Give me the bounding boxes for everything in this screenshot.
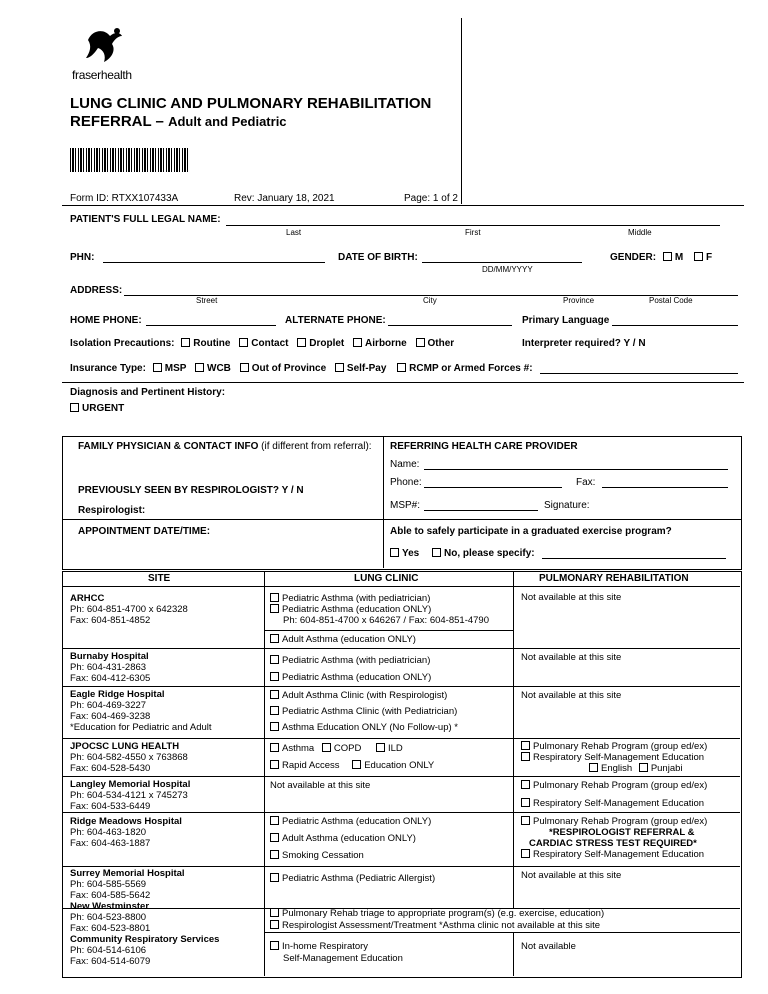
option-label: Pulmonary Rehab Program (group ed/ex) — [533, 780, 708, 791]
checkbox[interactable] — [589, 763, 598, 772]
form-id: Form ID: RTXX107433A — [70, 193, 179, 204]
appointment-label: APPOINTMENT DATE/TIME: — [78, 526, 211, 537]
option-label: Respirologist Assessment/Treatment *Asthma clinic not available at this site — [282, 920, 601, 931]
ridge-note1: *RESPIROLOGIST REFERRAL & — [549, 827, 695, 838]
checkbox[interactable] — [270, 706, 279, 715]
ref-msp-label: MSP#: — [390, 500, 421, 511]
exercise-yes-checkbox[interactable] — [390, 548, 399, 557]
urgent-row — [70, 403, 124, 415]
arhcc-contact: Ph: 604-851-4700 x 646267 / Fax: 604-851-4790 — [283, 615, 489, 626]
iso-routine-checkbox[interactable] — [181, 338, 190, 347]
rehab-langley — [521, 780, 707, 809]
site-jpocsc — [70, 741, 188, 774]
option-label: Pediatric Asthma (education ONLY) — [282, 816, 432, 827]
patient-name-field[interactable] — [226, 225, 720, 226]
lung-eagle — [270, 690, 458, 733]
option-label: Pediatric Asthma Clinic (with Pediatrician) — [282, 706, 458, 717]
option-label: Pulmonary Rehab Program (group ed/ex) — [533, 816, 708, 827]
checkbox[interactable] — [270, 722, 279, 731]
site-phone: Ph: 604-534-4121 x 745273 — [70, 790, 188, 801]
site-fax: Fax: 604-533-6449 — [70, 801, 151, 812]
checkbox[interactable] — [521, 780, 530, 789]
site-fax: Fax: 604-469-3238 — [70, 711, 151, 722]
urgent-label: URGENT — [82, 403, 125, 414]
header-lung-clinic: LUNG CLINIC — [354, 573, 419, 584]
rehab-burnaby-na: Not available at this site — [521, 652, 622, 663]
site-phone: Ph: 604-582-4550 x 763868 — [70, 752, 188, 763]
ins-rcmp-label: RCMP or Armed Forces #: — [409, 363, 533, 374]
lung-langley-na: Not available at this site — [270, 780, 371, 791]
ref-phone-label: Phone: — [390, 477, 422, 488]
site-name: Ridge Meadows Hospital — [70, 816, 182, 827]
iso-routine-label: Routine — [193, 338, 231, 349]
isolation-label: Isolation Precautions: — [70, 338, 175, 349]
gender-m-label: M — [674, 252, 684, 263]
site-name: New Westminster — [70, 901, 150, 912]
ref-fax-label: Fax: — [576, 477, 596, 488]
gender-f-checkbox[interactable] — [694, 252, 703, 261]
ref-signature-label: Signature: — [544, 500, 590, 511]
family-rest: (if different from referral): — [261, 441, 372, 452]
isolation-row — [70, 338, 454, 350]
fraserhealth-logo — [70, 28, 140, 84]
site-fax: Fax: 604-514-6079 — [70, 956, 151, 967]
urgent-checkbox[interactable] — [70, 403, 79, 412]
exercise-options — [390, 548, 535, 560]
ins-oop-label: Out of Province — [251, 363, 327, 374]
site-phone: Ph: 604-469-3227 — [70, 700, 147, 711]
option-label: English — [601, 763, 633, 774]
iso-other-label: Other — [427, 338, 455, 349]
site-phone: Ph: 604-463-1820 — [70, 827, 147, 838]
iso-droplet-label: Droplet — [309, 338, 345, 349]
site-fax: Fax: 604-585-5642 — [70, 890, 151, 901]
iso-contact-checkbox[interactable] — [239, 338, 248, 347]
ins-oop-checkbox[interactable] — [240, 363, 249, 372]
first-caption: First — [465, 228, 481, 237]
rehab-ridge — [521, 816, 707, 860]
site-name: JPOCSC LUNG HEALTH — [70, 741, 180, 752]
subtitle-bold: REFERRAL – — [70, 113, 164, 130]
site-name: Langley Memorial Hospital — [70, 779, 191, 790]
home-phone-label: HOME PHONE: — [70, 315, 142, 326]
checkbox[interactable] — [639, 763, 648, 772]
home-phone-field[interactable] — [146, 325, 276, 326]
postal-caption: Postal Code — [649, 296, 693, 305]
patient-name-label: PATIENT'S FULL LEGAL NAME: — [70, 214, 221, 225]
checkbox[interactable] — [270, 743, 279, 752]
address-label: ADDRESS: — [70, 285, 123, 296]
exercise-no-checkbox[interactable] — [432, 548, 441, 557]
site-fax: Fax: 604-523-8801 — [70, 923, 151, 934]
gender-label: GENDER: — [610, 252, 657, 263]
site-fax: Fax: 604-851-4852 — [70, 615, 151, 626]
dob-format: DD/MM/YYYY — [482, 265, 533, 274]
checkbox[interactable] — [521, 816, 530, 825]
checkbox[interactable] — [270, 672, 279, 681]
city-caption: City — [423, 296, 437, 305]
site-arhcc — [70, 593, 188, 626]
barcode — [70, 148, 188, 172]
lung-arhcc-adult — [270, 634, 416, 645]
rcmp-field[interactable] — [540, 373, 738, 374]
dob-field[interactable] — [422, 262, 582, 263]
checkbox[interactable] — [270, 760, 279, 769]
checkbox[interactable] — [270, 873, 279, 882]
iso-droplet-checkbox[interactable] — [297, 338, 306, 347]
option-label: Rapid Access — [282, 760, 340, 771]
site-fax: Fax: 604-412-6305 — [70, 673, 151, 684]
option-label: Pediatric Asthma (with pediatrician) — [282, 655, 431, 666]
ridge-note2: CARDIAC STRESS TEST REQUIRED* — [529, 838, 697, 849]
checkbox[interactable] — [270, 816, 279, 825]
insurance-row — [70, 363, 533, 375]
rehab-eagle-na: Not available at this site — [521, 690, 622, 701]
exercise-yes-label: Yes — [402, 548, 420, 559]
alt-phone-field[interactable] — [388, 325, 512, 326]
gender-group — [610, 252, 712, 264]
iso-airborne-label: Airborne — [365, 338, 407, 349]
logo-text: fraserhealth — [72, 68, 132, 82]
option-label: Smoking Cessation — [282, 850, 364, 861]
site-phone: Ph: 604-585-5569 — [70, 879, 147, 890]
rehab-jpocsc — [521, 741, 707, 774]
street-caption: Street — [196, 296, 218, 305]
option-label: Pediatric Asthma (Pediatric Allergist) — [282, 873, 436, 884]
checkbox[interactable] — [352, 760, 361, 769]
option-label: Pulmonary Rehab triage to appropriate program(s) (e.g. exercise, education) — [282, 908, 605, 919]
ref-phone-field[interactable] — [424, 487, 562, 488]
option-label: Punjabi — [650, 763, 683, 774]
fraserhealth-logo-icon — [82, 28, 126, 66]
form-page: Page: 1 of 2 — [404, 193, 458, 204]
subtitle-rest: Adult and Pediatric — [168, 114, 287, 129]
rehab-community-na: Not available — [521, 941, 576, 952]
referring-label: REFERRING HEALTH CARE PROVIDER — [390, 441, 578, 452]
site-burnaby — [70, 651, 150, 684]
site-name: Eagle Ridge Hospital — [70, 689, 165, 700]
site-fax: Fax: 604-528-5430 — [70, 763, 151, 774]
primary-language-field[interactable] — [612, 325, 738, 326]
family-bold: FAMILY PHYSICIAN & CONTACT INFO — [78, 441, 259, 452]
option-label: Respiratory Self-Management Education — [533, 752, 705, 763]
lung-community — [270, 941, 403, 964]
respirologist-label: Respirologist: — [78, 505, 146, 516]
ref-msp-field[interactable] — [424, 510, 538, 511]
option-label: Asthma Education ONLY (No Follow-up) * — [282, 722, 459, 733]
header-pulmonary-rehab: PULMONARY REHABILITATION — [539, 573, 689, 584]
form-rev: Rev: January 18, 2021 — [234, 193, 335, 204]
option-label: Pulmonary Rehab Program (group ed/ex) — [533, 741, 708, 752]
checkbox[interactable] — [521, 752, 530, 761]
option-label: Respiratory Self-Management Education — [533, 849, 705, 860]
rehab-arhcc-na: Not available at this site — [521, 592, 622, 603]
ref-name-label: Name: — [390, 459, 420, 470]
rehab-surrey-na: Not available at this site — [521, 870, 622, 881]
lung-burnaby — [270, 655, 431, 683]
site-phone: Ph: 604-523-8800 — [70, 912, 147, 923]
checkbox[interactable] — [270, 634, 279, 643]
phn-label: PHN: — [70, 252, 95, 263]
middle-caption: Middle — [628, 228, 652, 237]
option-label: Respiratory Self-Management Education — [533, 798, 705, 809]
phn-field[interactable] — [103, 262, 325, 263]
checkbox[interactable] — [376, 743, 385, 752]
option-label: Pediatric Asthma (education ONLY) — [282, 672, 432, 683]
option-label: Pediatric Asthma (with pediatrician) — [282, 593, 431, 604]
option-label: COPD — [333, 743, 362, 754]
community-line2: Self-Management Education — [283, 953, 403, 964]
province-caption: Province — [563, 296, 595, 305]
exercise-specify-field[interactable] — [542, 558, 726, 559]
ins-rcmp-checkbox[interactable] — [397, 363, 406, 372]
ins-selfpay-checkbox[interactable] — [335, 363, 344, 372]
checkbox[interactable] — [270, 655, 279, 664]
family-physician-label — [78, 441, 372, 453]
site-phone: Ph: 604-851-4700 x 642328 — [70, 604, 188, 615]
gender-m-checkbox[interactable] — [663, 252, 672, 261]
checkbox[interactable] — [322, 743, 331, 752]
checkbox[interactable] — [270, 833, 279, 842]
option-label: Adult Asthma (education ONLY) — [282, 634, 416, 645]
site-fax: Fax: 604-463-1887 — [70, 838, 151, 849]
site-langley — [70, 779, 190, 812]
lung-ridge — [270, 816, 431, 861]
site-eagle-ridge — [70, 689, 212, 733]
checkbox[interactable] — [270, 850, 279, 859]
alt-phone-label: ALTERNATE PHONE: — [285, 315, 386, 326]
last-caption: Last — [286, 228, 302, 237]
site-ridge-meadows — [70, 816, 182, 849]
lung-surrey — [270, 873, 435, 884]
site-name: Surrey Memorial Hospital — [70, 868, 185, 879]
checkbox[interactable] — [521, 849, 530, 858]
iso-airborne-checkbox[interactable] — [353, 338, 362, 347]
option-label: Adult Asthma Clinic (with Respirologist) — [282, 690, 448, 701]
form-title: LUNG CLINIC AND PULMONARY REHABILITATION — [70, 95, 432, 112]
form-subtitle — [70, 113, 287, 131]
checkbox[interactable] — [270, 690, 279, 699]
ref-fax-field[interactable] — [602, 487, 728, 488]
site-name: Burnaby Hospital — [70, 651, 149, 662]
checkbox[interactable] — [270, 908, 279, 917]
checkbox[interactable] — [270, 920, 279, 929]
site-phone: Ph: 604-431-2863 — [70, 662, 147, 673]
ins-wcb-label: WCB — [207, 363, 231, 374]
site-name: Community Respiratory Services — [70, 934, 220, 945]
lung-arhcc — [270, 593, 489, 626]
diagnosis-label: Diagnosis and Pertinent History: — [70, 387, 226, 398]
iso-other-checkbox[interactable] — [416, 338, 425, 347]
exercise-no-label: No, please specify: — [444, 548, 535, 559]
newwest-options — [270, 908, 604, 931]
checkbox[interactable] — [270, 604, 279, 613]
checkbox[interactable] — [521, 798, 530, 807]
checkbox[interactable] — [270, 593, 279, 602]
insurance-label: Insurance Type: — [70, 363, 146, 374]
diagnosis-field[interactable] — [62, 416, 744, 436]
header-site: SITE — [148, 573, 171, 584]
iso-contact-label: Contact — [251, 338, 289, 349]
ins-msp-label: MSP — [164, 363, 187, 374]
interpreter-label: Interpreter required? Y / N — [522, 338, 646, 349]
checkbox[interactable] — [521, 741, 530, 750]
option-label: Education ONLY — [364, 760, 435, 771]
site-surrey — [70, 868, 219, 967]
checkbox[interactable] — [270, 941, 279, 950]
site-phone: Ph: 604-514-6106 — [70, 945, 147, 956]
site-name: ARHCC — [70, 593, 105, 604]
primary-language-label: Primary Language — [522, 315, 610, 326]
ins-msp-checkbox[interactable] — [153, 363, 162, 372]
option-label: Asthma — [282, 743, 315, 754]
option-label: Adult Asthma (education ONLY) — [282, 833, 416, 844]
site-note: *Education for Pediatric and Adult — [70, 722, 212, 733]
option-label: Pediatric Asthma (education ONLY) — [282, 604, 432, 615]
option-label: ILD — [387, 743, 403, 754]
ref-name-field[interactable] — [424, 469, 728, 470]
prev-seen-label: PREVIOUSLY SEEN BY RESPIROLOGIST? Y / N — [78, 485, 304, 496]
ins-wcb-checkbox[interactable] — [195, 363, 204, 372]
gender-f-label: F — [706, 252, 713, 263]
dob-label: DATE OF BIRTH: — [338, 252, 418, 263]
ins-selfpay-label: Self-Pay — [346, 363, 387, 374]
lung-jpocsc — [270, 743, 434, 771]
exercise-question: Able to safely participate in a graduated exercise program? — [390, 526, 672, 537]
option-label: In-home Respiratory — [282, 941, 369, 952]
